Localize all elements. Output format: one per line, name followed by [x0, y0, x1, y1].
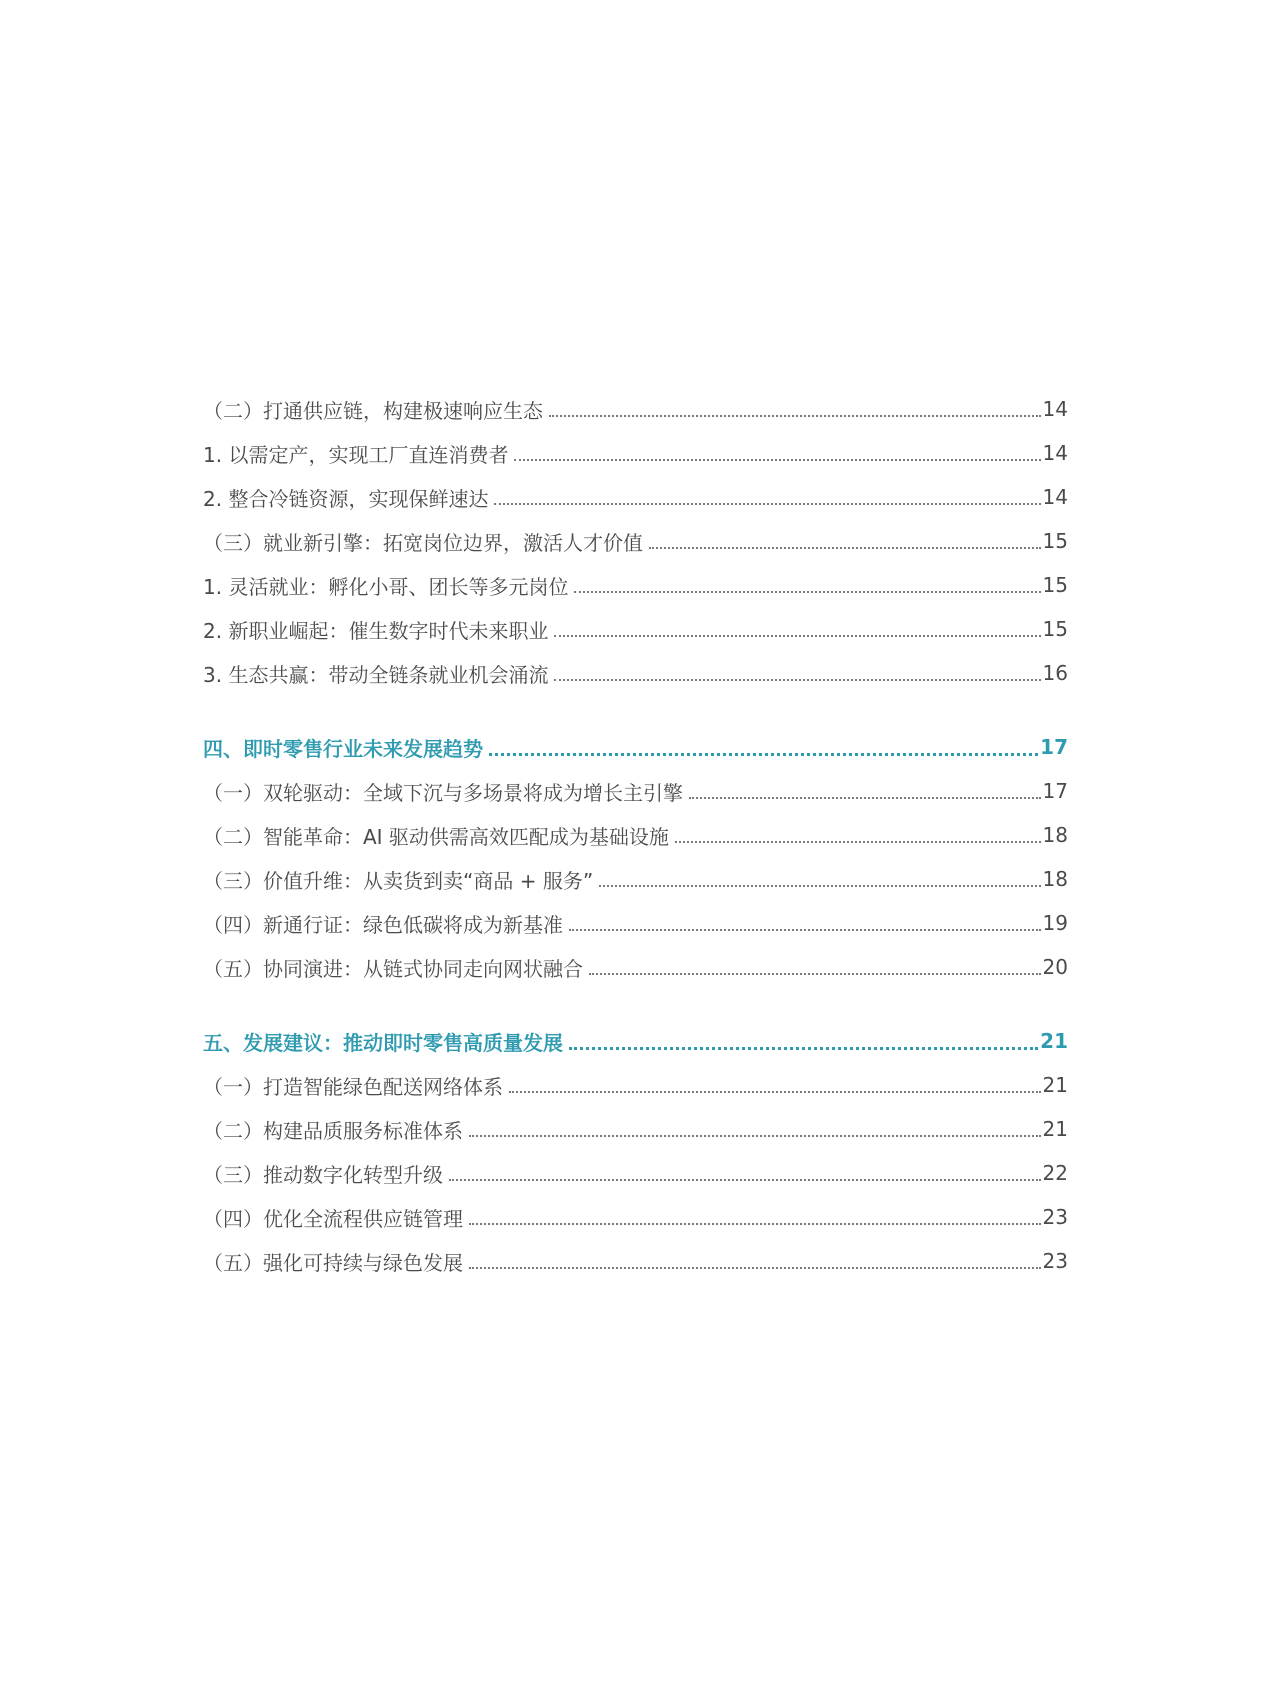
toc-leader-dots — [574, 591, 1040, 593]
toc-entry-page: 18 — [1042, 823, 1068, 847]
toc-entry[interactable] — [203, 769, 1068, 813]
toc-leader-dots — [569, 1047, 1038, 1050]
toc-entry-page: 15 — [1042, 573, 1068, 597]
toc-entry-label: 3. 生态共赢：带动全链条就业机会涌流 — [203, 662, 549, 687]
toc-leader-dots — [554, 635, 1040, 637]
toc-leader-dots — [449, 1179, 1041, 1181]
toc-entry-label: （三）推动数字化转型升级 — [203, 1162, 443, 1187]
toc-entry-label: 1. 以需定产，实现工厂直连消费者 — [203, 442, 509, 467]
toc-leader-dots — [489, 753, 1038, 756]
toc-entry-label: （五）协同演进：从链式协同走向网状融合 — [203, 956, 583, 981]
toc-entry-label: （四）新通行证：绿色低碳将成为新基准 — [203, 912, 563, 937]
toc-entry-label: （二）打通供应链，构建极速响应生态 — [203, 398, 543, 423]
toc-leader-dots — [689, 797, 1041, 799]
toc-entry[interactable] — [203, 651, 1068, 695]
toc-entry[interactable] — [203, 563, 1068, 607]
toc-entry-page: 19 — [1042, 911, 1068, 935]
toc-heading-label: 四、即时零售行业未来发展趋势 — [203, 736, 483, 761]
toc-entry-label: 2. 新职业崛起：催生数字时代未来职业 — [203, 618, 549, 643]
toc-entry[interactable] — [203, 431, 1068, 475]
toc-entry-label: （二）智能革命：AI 驱动供需高效匹配成为基础设施 — [203, 824, 669, 849]
toc-leader-dots — [494, 503, 1040, 505]
toc-entry[interactable] — [203, 945, 1068, 989]
toc-entry[interactable] — [203, 813, 1068, 857]
toc-entry-label: （二）构建品质服务标准体系 — [203, 1118, 463, 1143]
toc-leader-dots — [469, 1223, 1041, 1225]
toc-entry-page: 23 — [1042, 1205, 1068, 1229]
toc-chapter-heading[interactable] — [203, 725, 1068, 769]
toc-leader-dots — [599, 885, 1040, 887]
toc-leader-dots — [675, 841, 1041, 843]
toc-entry-page: 23 — [1042, 1249, 1068, 1273]
toc-entry-page: 14 — [1042, 397, 1068, 421]
toc-entry-label: （三）就业新引擎：拓宽岗位边界，激活人才价值 — [203, 530, 643, 555]
toc-group-section-4 — [203, 725, 1068, 989]
toc-group-section-5 — [203, 1019, 1068, 1283]
toc-entry-page: 16 — [1042, 661, 1068, 685]
toc-entry[interactable] — [203, 1107, 1068, 1151]
toc-entry-page: 14 — [1042, 441, 1068, 465]
toc-entry[interactable] — [203, 1195, 1068, 1239]
toc-leader-dots — [589, 973, 1041, 975]
toc-leader-dots — [514, 459, 1040, 461]
toc-entry[interactable] — [203, 901, 1068, 945]
toc-entry-page: 20 — [1042, 955, 1068, 979]
table-of-contents — [203, 387, 1068, 1283]
toc-entry-page: 22 — [1042, 1161, 1068, 1185]
toc-heading-page: 17 — [1040, 735, 1068, 759]
toc-leader-dots — [469, 1135, 1041, 1137]
toc-entry[interactable] — [203, 1151, 1068, 1195]
toc-leader-dots — [469, 1267, 1041, 1269]
toc-entry[interactable] — [203, 1063, 1068, 1107]
toc-entry[interactable] — [203, 1239, 1068, 1283]
toc-entry[interactable] — [203, 607, 1068, 651]
toc-leader-dots — [554, 679, 1040, 681]
toc-entry-page: 14 — [1042, 485, 1068, 509]
toc-entry-label: （五）强化可持续与绿色发展 — [203, 1250, 463, 1275]
toc-chapter-heading[interactable] — [203, 1019, 1068, 1063]
toc-heading-label: 五、发展建议：推动即时零售高质量发展 — [203, 1030, 563, 1055]
toc-leader-dots — [549, 415, 1041, 417]
toc-leader-dots — [569, 929, 1041, 931]
toc-entry-label: 2. 整合冷链资源，实现保鲜速达 — [203, 486, 489, 511]
toc-group-section-3 — [203, 387, 1068, 695]
toc-leader-dots — [649, 547, 1041, 549]
toc-entry-label: （四）优化全流程供应链管理 — [203, 1206, 463, 1231]
toc-entry-page: 15 — [1042, 617, 1068, 641]
toc-heading-page: 21 — [1040, 1029, 1068, 1053]
toc-leader-dots — [509, 1091, 1041, 1093]
toc-entry[interactable] — [203, 857, 1068, 901]
toc-entry[interactable] — [203, 519, 1068, 563]
toc-entry-label: （一）打造智能绿色配送网络体系 — [203, 1074, 503, 1099]
toc-entry-page: 15 — [1042, 529, 1068, 553]
toc-entry-page: 21 — [1042, 1117, 1068, 1141]
toc-entry-page: 17 — [1042, 779, 1068, 803]
toc-entry-label: 1. 灵活就业：孵化小哥、团长等多元岗位 — [203, 574, 569, 599]
toc-entry[interactable] — [203, 387, 1068, 431]
toc-entry-page: 18 — [1042, 867, 1068, 891]
toc-entry-page: 21 — [1042, 1073, 1068, 1097]
toc-entry[interactable] — [203, 475, 1068, 519]
toc-entry-label: （三）价值升维：从卖货到卖“商品 + 服务” — [203, 868, 594, 893]
toc-entry-label: （一）双轮驱动：全域下沉与多场景将成为增长主引擎 — [203, 780, 683, 805]
